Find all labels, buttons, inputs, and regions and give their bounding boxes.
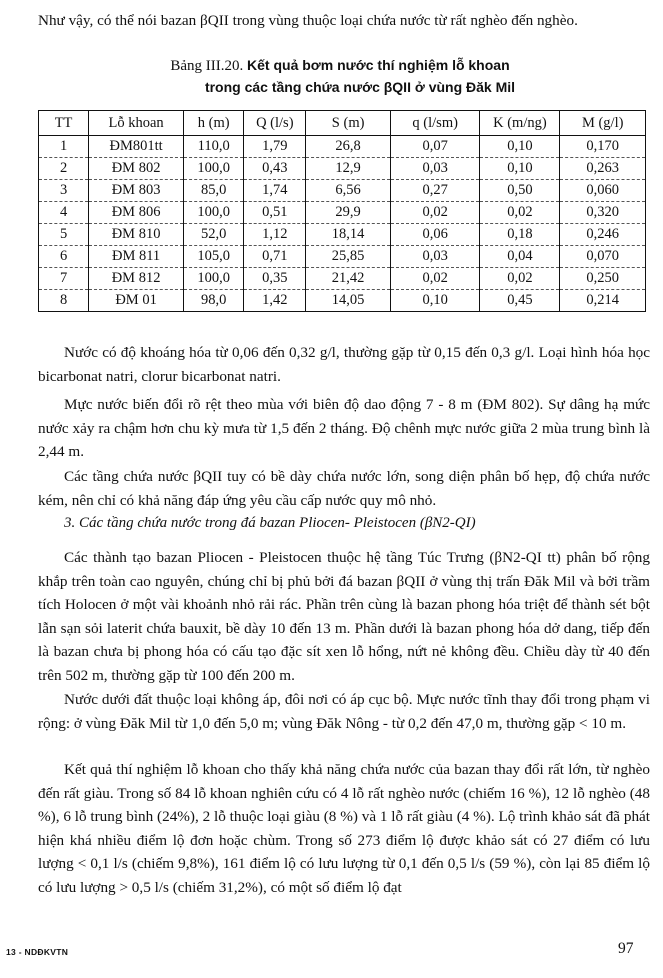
paragraph-capacity: Các tầng chứa nước βQII tuy có bề dày chứa nước lớn, song diện phân bố hẹp, độ chứa nước kém, nên chỉ có khả năng đáp ứng yêu cầu cấp nước quy mô nhỏ. <box>38 468 650 509</box>
table-cell: 0,50 <box>480 180 560 202</box>
table-cell: 26,8 <box>306 136 391 158</box>
col-header: M (g/l) <box>560 111 646 136</box>
table-cell: 52,0 <box>184 224 244 246</box>
table-cell: 0,246 <box>560 224 646 246</box>
table-cell: 5 <box>39 224 89 246</box>
table-cell: 0,43 <box>244 158 306 180</box>
table-cell: ĐM801tt <box>89 136 184 158</box>
table-row <box>39 158 646 180</box>
table-cell: 0,45 <box>480 290 560 312</box>
paragraph-test-results: Kết quả thí nghiệm lỗ khoan cho thấy khả năng chứa nước của bazan thay đổi rất lớn, từ nghèo đến rất giàu. Trong số 84 lỗ khoan nghiên cứu có 4 lỗ rất nghèo nước (chiếm 16 %), 12 lỗ nghèo (48 %), 6 lỗ trung bình (24%), 2 lỗ thuộc loại giàu (8 %) và 1 lỗ rất giàu (4 %). Lộ trình khảo sát đã phát hiện khá nhiều điểm lộ đơn hoặc chùm. Trong số 273 điểm lộ được khảo sát có 27 điểm có lưu lượng < 0,1 l/s (chiếm 9,8%), 161 điểm lộ có lưu lượng từ 0,1 đến 0,5 l/s (59 %), còn lại 85 điểm lộ có lưu lượng > 0,5 l/s (chiếm 31,2%), có một số điểm lộ đạt <box>38 761 650 896</box>
table-cell: 1,74 <box>244 180 306 202</box>
table-cell: 0,35 <box>244 268 306 290</box>
table-cell: ĐM 806 <box>89 202 184 224</box>
table-row <box>39 180 646 202</box>
table-cell: 0,02 <box>480 268 560 290</box>
page-number: 97 <box>618 940 634 957</box>
table-cell: ĐM 01 <box>89 290 184 312</box>
col-header: h (m) <box>184 111 244 136</box>
table-cell: 0,02 <box>390 202 480 224</box>
table-row <box>39 202 646 224</box>
table-cell: 0,03 <box>390 246 480 268</box>
intro-paragraph: Như vậy, có thể nói bazan βQII trong vùng thuộc loại chứa nước từ rất nghèo đến nghèo. <box>38 12 578 29</box>
table-cell: 1 <box>39 136 89 158</box>
table-cell: 105,0 <box>184 246 244 268</box>
table-cell: 100,0 <box>184 158 244 180</box>
table-header-row <box>39 111 646 136</box>
table-cell: 21,42 <box>306 268 391 290</box>
table-row <box>39 290 646 312</box>
table-row <box>39 224 646 246</box>
table-cell: 6,56 <box>306 180 391 202</box>
table-cell: 14,05 <box>306 290 391 312</box>
caption-line-2 <box>60 77 620 99</box>
table-cell: 18,14 <box>306 224 391 246</box>
table-cell: ĐM 802 <box>89 158 184 180</box>
section-heading: 3. Các tầng chứa nước trong đá bazan Pliocen- Pleistocen (βN2-QI) <box>64 515 476 531</box>
table-cell: 29,9 <box>306 202 391 224</box>
table-cell: 25,85 <box>306 246 391 268</box>
table-cell: 2 <box>39 158 89 180</box>
table-cell: 0,320 <box>560 202 646 224</box>
table-cell: ĐM 812 <box>89 268 184 290</box>
pumping-test-table <box>38 110 646 312</box>
table-cell: 0,07 <box>390 136 480 158</box>
table-cell: 12,9 <box>306 158 391 180</box>
col-header: Q (l/s) <box>244 111 306 136</box>
table-cell: 7 <box>39 268 89 290</box>
table-cell: 0,10 <box>480 136 560 158</box>
table-cell: 0,27 <box>390 180 480 202</box>
table-cell: 0,170 <box>560 136 646 158</box>
col-header: S (m) <box>306 111 391 136</box>
table-cell: 0,214 <box>560 290 646 312</box>
table-cell: 0,06 <box>390 224 480 246</box>
table-cell: 0,18 <box>480 224 560 246</box>
table-cell: 0,02 <box>480 202 560 224</box>
table-cell: 0,71 <box>244 246 306 268</box>
table-cell: 0,03 <box>390 158 480 180</box>
table-cell: 85,0 <box>184 180 244 202</box>
col-header: Lỗ khoan <box>89 111 184 136</box>
paragraph-mineralization: Nước có độ khoáng hóa từ 0,06 đến 0,32 g/l, thường gặp từ 0,15 đến 0,3 g/l. Loại hình hóa học bicarbonat natri, clorur bicarbonat natri. <box>38 344 650 385</box>
table-cell: 100,0 <box>184 268 244 290</box>
table-row <box>39 246 646 268</box>
table-row <box>39 268 646 290</box>
table-cell: 110,0 <box>184 136 244 158</box>
table-cell: ĐM 811 <box>89 246 184 268</box>
table-row <box>39 136 646 158</box>
table-cell: 8 <box>39 290 89 312</box>
table-cell: 6 <box>39 246 89 268</box>
paragraph-formation: Các thành tạo bazan Pliocen - Pleistocen thuộc hệ tầng Túc Trưng (βN2-QI tt) phân bố rộng khắp trên toàn cao nguyên, chúng chỉ bị phủ bởi đá bazan βQII ở vùng thị trấn Đăk Mil và bởi trầm tích Holocen ở một vài khoảnh nhỏ rải rác. Phần trên cùng là bazan phong hóa triệt để thành sét bột lẫn sạn sỏi laterit chứa bauxit, bề dày 10 đến 13 m. Phần dưới là bazan phong hóa dở dang, tiếp đến là bazan chưa bị phong hóa có cấu tạo đặc sít xen lỗ hổng, nứt nẻ không đều. Chiều dày từ 40 đến trên 502 m, thường gặp từ 100 đến 200 m. <box>38 549 650 684</box>
footer-code: 13 - NDĐKVTN <box>6 947 69 957</box>
table-caption <box>60 55 620 99</box>
table-cell: 100,0 <box>184 202 244 224</box>
table-cell: 3 <box>39 180 89 202</box>
table-cell: 1,42 <box>244 290 306 312</box>
table-cell: 0,10 <box>480 158 560 180</box>
caption-label: Bảng III.20. <box>170 58 244 74</box>
table-cell: 0,04 <box>480 246 560 268</box>
table-cell: 0,250 <box>560 268 646 290</box>
table-cell: ĐM 810 <box>89 224 184 246</box>
paragraph-groundwater: Nước dưới đất thuộc loại không áp, đôi nơi có áp cục bộ. Mực nước tĩnh thay đổi trong phạm vi rộng: ở vùng Đăk Mil từ 1,0 đến 5,0 m; vùng Đăk Nông - từ 0,2 đến 47,0 m, thường gặp < 10 m. <box>38 691 650 732</box>
table-cell: ĐM 803 <box>89 180 184 202</box>
table-cell: 0,10 <box>390 290 480 312</box>
table-cell: 0,263 <box>560 158 646 180</box>
table-cell: 0,51 <box>244 202 306 224</box>
table-cell: 98,0 <box>184 290 244 312</box>
table-cell: 0,02 <box>390 268 480 290</box>
table-cell: 1,12 <box>244 224 306 246</box>
caption-subtitle: trong các tầng chứa nước βQII ở vùng Đăk Mil <box>204 79 516 95</box>
caption-title: Kết quả bơm nước thí nghiệm lỗ khoan <box>247 57 510 73</box>
table-cell: 1,79 <box>244 136 306 158</box>
col-header: q (l/sm) <box>390 111 480 136</box>
col-header: K (m/ng) <box>480 111 560 136</box>
caption-line-1 <box>60 55 620 77</box>
col-header: TT <box>39 111 89 136</box>
table-cell: 4 <box>39 202 89 224</box>
table-cell: 0,060 <box>560 180 646 202</box>
table-cell: 0,070 <box>560 246 646 268</box>
paragraph-water-level: Mực nước biến đổi rõ rệt theo mùa với biên độ dao động 7 - 8 m (ĐM 802). Sự dâng hạ mức nước xảy ra chậm hơn chu kỳ mưa từ 1,5 đến 2 tháng. Độ chênh mực nước giữa 2 mùa trung bình là 2,44 m. <box>38 396 650 460</box>
